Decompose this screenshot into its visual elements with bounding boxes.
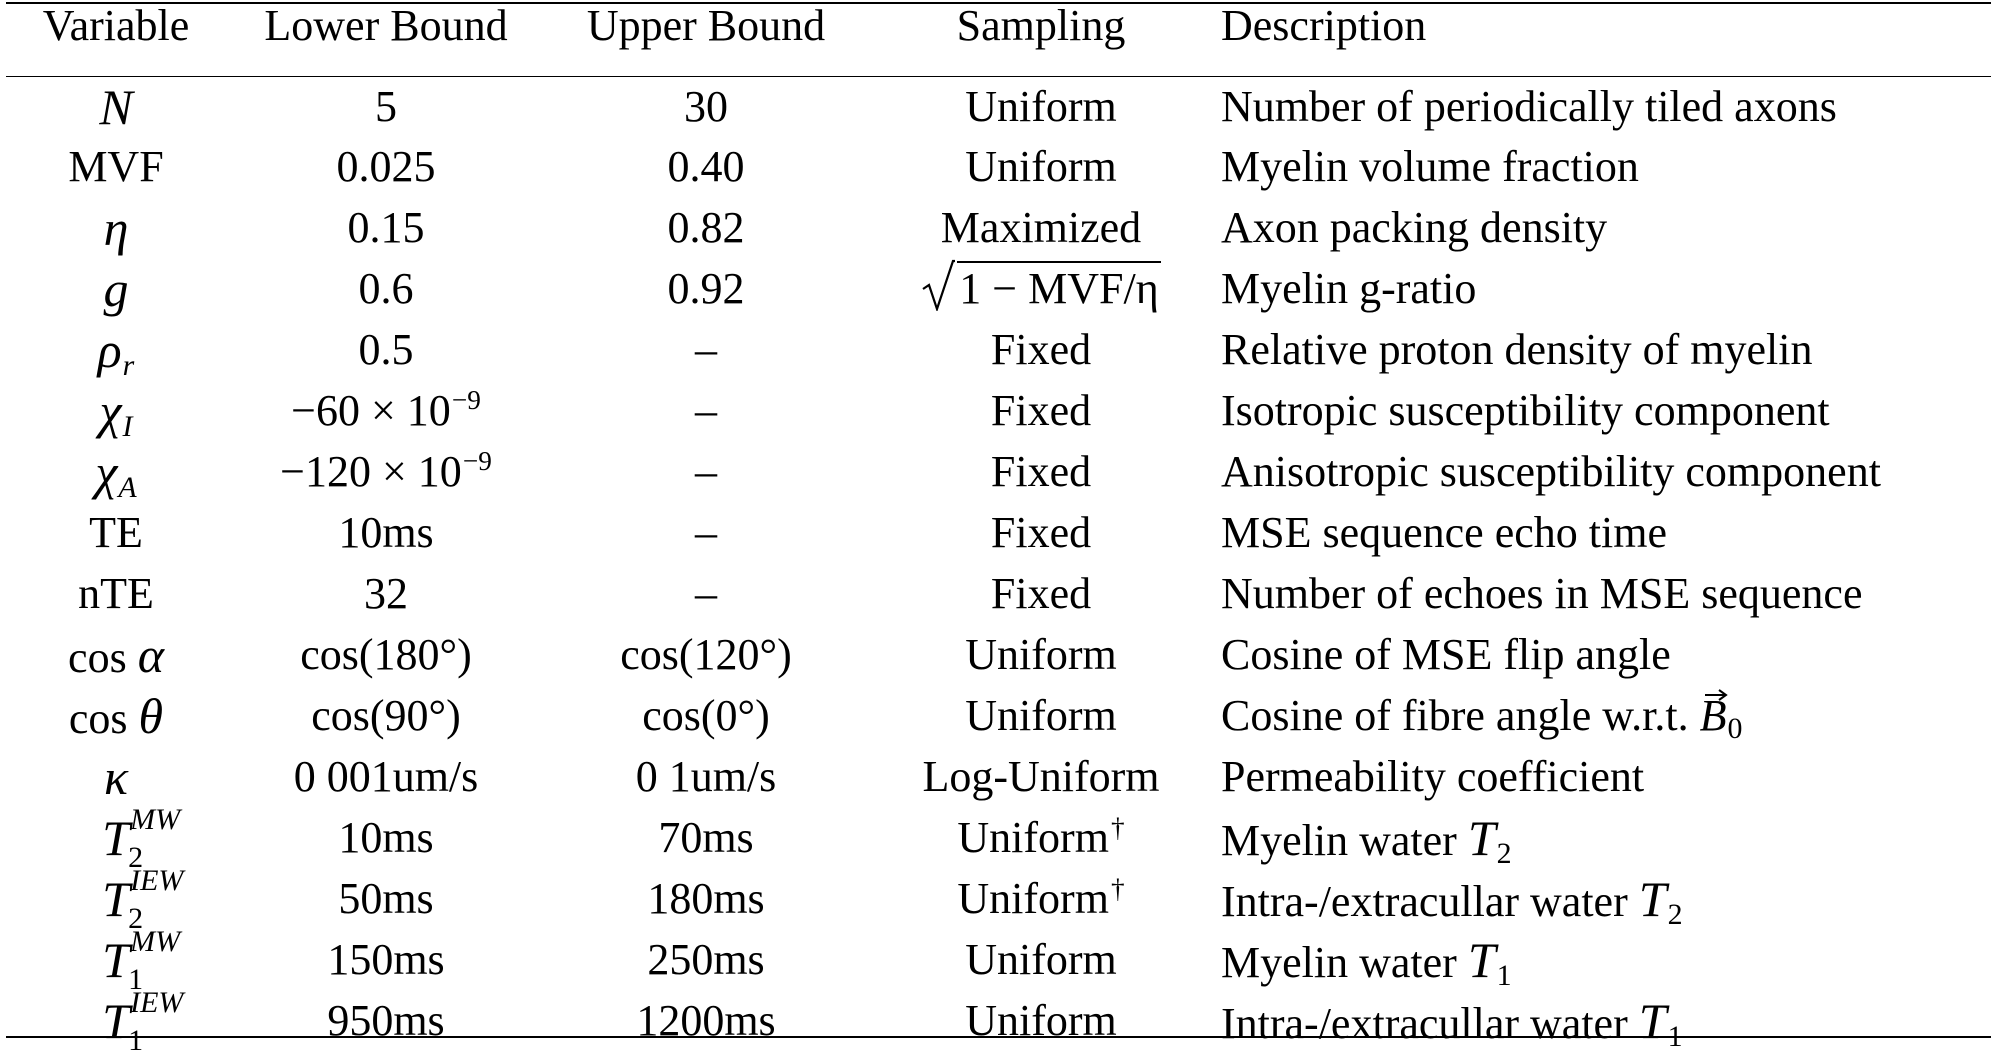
variable-function: cos bbox=[68, 693, 128, 743]
lower-bound-exponent: −9 bbox=[451, 384, 481, 415]
variable-cell bbox=[6, 802, 226, 874]
description-cell: Isotropic susceptibility component bbox=[1221, 385, 1830, 435]
lower-bound-cell: 0.5 bbox=[358, 324, 414, 374]
upper-bound-cell: 1200ms bbox=[636, 995, 776, 1045]
header-row bbox=[6, 4, 1991, 66]
description-cell: Axon packing density bbox=[1221, 202, 1608, 252]
sampling-cell: Maximized bbox=[940, 202, 1142, 252]
description-cell bbox=[1216, 929, 1991, 990]
description-cell bbox=[1216, 990, 1991, 1051]
description-cell bbox=[1216, 685, 1991, 746]
variable-symbol: T bbox=[102, 992, 130, 1049]
sampling-cell: Uniform bbox=[965, 141, 1117, 191]
variable-symbol: η bbox=[103, 199, 129, 256]
variable-cell bbox=[6, 197, 226, 258]
upper-bound-cell: – bbox=[695, 446, 717, 496]
variable-cell bbox=[6, 985, 226, 1057]
table-row bbox=[6, 136, 1991, 197]
table-row bbox=[6, 258, 1991, 319]
sampling-cell: Log-Uniform bbox=[922, 751, 1160, 801]
variable-cell bbox=[6, 319, 226, 380]
lower-bound-cell: 0 001um/s bbox=[293, 751, 479, 801]
lower-bound-cell bbox=[226, 380, 546, 441]
variable-function: cos bbox=[68, 632, 127, 682]
table-row bbox=[6, 746, 1991, 807]
dagger-mark: † bbox=[1110, 873, 1125, 904]
variable-cell bbox=[6, 380, 226, 441]
variable-subscript: I bbox=[122, 409, 133, 443]
variable-symbol: N bbox=[99, 79, 133, 135]
t-variable bbox=[102, 802, 181, 874]
lower-bound-cell: cos(90°) bbox=[311, 690, 461, 740]
description-text: Myelin water bbox=[1221, 815, 1468, 865]
upper-bound-cell: 0.82 bbox=[667, 202, 745, 252]
table-row bbox=[6, 502, 1991, 563]
upper-bound-cell: cos(0°) bbox=[642, 690, 770, 740]
vector-arrow-icon bbox=[1704, 688, 1728, 702]
variable-cell bbox=[6, 441, 226, 502]
table-row bbox=[6, 807, 1991, 868]
description-cell: Cosine of MSE flip angle bbox=[1221, 629, 1671, 679]
lower-bound-mantissa: −60 × 10 bbox=[291, 385, 451, 435]
description-symbol: T bbox=[1467, 809, 1496, 866]
vector-symbol: B bbox=[1699, 690, 1727, 740]
vector-subscript: 0 bbox=[1727, 711, 1743, 745]
variable-superscript: IEW bbox=[130, 863, 184, 897]
sampling-cell bbox=[866, 868, 1216, 929]
description-subscript: 2 bbox=[1496, 836, 1512, 870]
lower-bound-cell: 5 bbox=[375, 82, 397, 131]
variable-subscript: 1 bbox=[128, 1023, 144, 1057]
lower-bound-cell: 32 bbox=[364, 568, 408, 618]
variable-symbol: ρ bbox=[97, 321, 122, 378]
lower-bound-cell: 50ms bbox=[338, 873, 434, 923]
upper-bound-cell: 0.40 bbox=[667, 141, 745, 191]
sampling-cell: Uniform bbox=[965, 629, 1117, 679]
table-row bbox=[6, 868, 1991, 929]
upper-bound-cell: – bbox=[695, 568, 717, 618]
header-upper-bound: Upper Bound bbox=[586, 1, 826, 50]
variable-cell: TE bbox=[89, 507, 143, 557]
sqrt-expression bbox=[921, 259, 1160, 311]
variable-cell bbox=[6, 746, 226, 807]
upper-bound-cell: – bbox=[695, 385, 717, 435]
sampling-cell: Fixed bbox=[990, 568, 1092, 618]
dagger-mark: † bbox=[1110, 812, 1125, 843]
sampling-cell bbox=[866, 807, 1216, 868]
description-cell bbox=[1216, 868, 1991, 929]
description-cell: Relative proton density of myelin bbox=[1221, 324, 1813, 374]
variable-subscript: A bbox=[118, 470, 137, 504]
upper-bound-cell: – bbox=[695, 507, 717, 557]
lower-bound-cell: 10ms bbox=[338, 812, 434, 862]
table-row bbox=[6, 66, 1991, 136]
upper-bound-cell: – bbox=[695, 324, 717, 374]
description-subscript: 1 bbox=[1667, 1019, 1683, 1053]
description-cell: Number of periodically tiled axons bbox=[1221, 82, 1837, 131]
description-text: Myelin water bbox=[1221, 937, 1468, 987]
upper-bound-cell: 70ms bbox=[658, 812, 754, 862]
lower-bound-cell: 150ms bbox=[327, 934, 445, 984]
upper-bound-cell: 30 bbox=[684, 82, 728, 131]
variable-symbol: θ bbox=[138, 687, 164, 744]
table-row bbox=[6, 929, 1991, 990]
variable-cell bbox=[6, 66, 226, 136]
upper-bound-cell: 0 1um/s bbox=[635, 751, 777, 801]
parameter-table bbox=[6, 1, 1991, 1057]
table-row bbox=[6, 685, 1991, 746]
vector-b0 bbox=[1699, 690, 1727, 740]
variable-symbol: T bbox=[102, 809, 130, 866]
lower-bound-cell: 0.025 bbox=[336, 141, 436, 191]
variable-subscript: 2 bbox=[128, 840, 144, 874]
lower-bound-cell: 950ms bbox=[327, 995, 445, 1045]
upper-bound-cell: cos(120°) bbox=[620, 629, 792, 679]
lower-bound-cell: 10ms bbox=[338, 507, 434, 557]
description-text: Intra-/extracullar water bbox=[1221, 876, 1639, 926]
lower-bound-cell: 0.15 bbox=[347, 202, 425, 252]
sampling-cell: Fixed bbox=[990, 446, 1092, 496]
lower-bound-cell: 0.6 bbox=[358, 263, 414, 313]
lower-bound-cell: cos(180°) bbox=[300, 629, 472, 679]
variable-superscript: IEW bbox=[130, 985, 184, 1019]
sampling-text: Uniform bbox=[957, 812, 1109, 862]
variable-symbol: α bbox=[137, 626, 164, 683]
table-row bbox=[6, 380, 1991, 441]
sqrt-radicand: 1 − MVF/η bbox=[957, 261, 1160, 311]
t-variable bbox=[102, 863, 184, 935]
sampling-cell: Uniform bbox=[965, 995, 1117, 1045]
description-subscript: 2 bbox=[1667, 897, 1683, 931]
table-row bbox=[6, 563, 1991, 624]
header-description: Description bbox=[1221, 1, 1427, 50]
description-cell: Anisotropic susceptibility component bbox=[1221, 446, 1881, 496]
description-cell: Myelin g-ratio bbox=[1221, 263, 1477, 313]
table-row bbox=[6, 990, 1991, 1051]
variable-cell bbox=[6, 924, 226, 996]
sampling-cell: Uniform bbox=[965, 934, 1117, 984]
variable-symbol: χ bbox=[99, 382, 122, 439]
variable-cell bbox=[6, 258, 226, 319]
upper-bound-cell: 250ms bbox=[647, 934, 765, 984]
variable-cell bbox=[6, 863, 226, 935]
description-cell: Permeability coefficient bbox=[1221, 751, 1645, 801]
description-text: Intra-/extracullar water bbox=[1221, 998, 1639, 1048]
sampling-cell: Fixed bbox=[990, 507, 1092, 557]
description-text: Cosine of fibre angle w.r.t. bbox=[1221, 690, 1700, 740]
sampling-cell: Uniform bbox=[965, 82, 1117, 131]
sampling-cell: Fixed bbox=[990, 324, 1092, 374]
table-row bbox=[6, 197, 1991, 258]
description-cell bbox=[1216, 807, 1991, 868]
sampling-text: Uniform bbox=[957, 873, 1109, 923]
description-cell: MSE sequence echo time bbox=[1221, 507, 1667, 557]
table-row bbox=[6, 624, 1991, 685]
header-lower-bound: Lower Bound bbox=[264, 1, 508, 50]
variable-cell: nTE bbox=[78, 568, 154, 618]
variable-symbol: g bbox=[103, 260, 129, 317]
variable-symbol: T bbox=[102, 931, 130, 988]
table-row bbox=[6, 319, 1991, 380]
upper-bound-cell: 180ms bbox=[647, 873, 765, 923]
description-symbol: T bbox=[1638, 870, 1667, 927]
sampling-cell: Uniform bbox=[965, 690, 1117, 740]
t-variable bbox=[102, 985, 184, 1057]
variable-cell bbox=[6, 624, 226, 685]
description-cell: Number of echoes in MSE sequence bbox=[1221, 568, 1863, 618]
table-row bbox=[6, 441, 1991, 502]
variable-cell: MVF bbox=[68, 141, 164, 191]
description-cell: Myelin volume fraction bbox=[1221, 141, 1639, 191]
description-subscript: 1 bbox=[1496, 958, 1512, 992]
lower-bound-cell bbox=[226, 441, 546, 502]
sampling-cell: Fixed bbox=[990, 385, 1092, 435]
variable-superscript: MW bbox=[130, 802, 181, 836]
description-symbol: T bbox=[1467, 931, 1496, 988]
header-sampling: Sampling bbox=[956, 1, 1126, 50]
variable-subscript: 2 bbox=[128, 901, 144, 935]
description-symbol: T bbox=[1638, 992, 1667, 1049]
lower-bound-mantissa: −120 × 10 bbox=[280, 446, 462, 496]
sqrt-icon bbox=[921, 259, 955, 311]
header-variable: Variable bbox=[42, 1, 190, 50]
variable-subscript: r bbox=[122, 348, 135, 382]
variable-symbol: κ bbox=[104, 748, 128, 805]
variable-superscript: MW bbox=[130, 924, 181, 958]
sampling-cell bbox=[866, 258, 1216, 319]
t-variable bbox=[102, 924, 181, 996]
variable-subscript: 1 bbox=[128, 962, 144, 996]
lower-bound-exponent: −9 bbox=[462, 445, 492, 476]
upper-bound-cell: 0.92 bbox=[667, 263, 745, 313]
variable-symbol: T bbox=[102, 870, 130, 927]
variable-symbol: χ bbox=[95, 443, 118, 500]
variable-cell bbox=[6, 685, 226, 746]
